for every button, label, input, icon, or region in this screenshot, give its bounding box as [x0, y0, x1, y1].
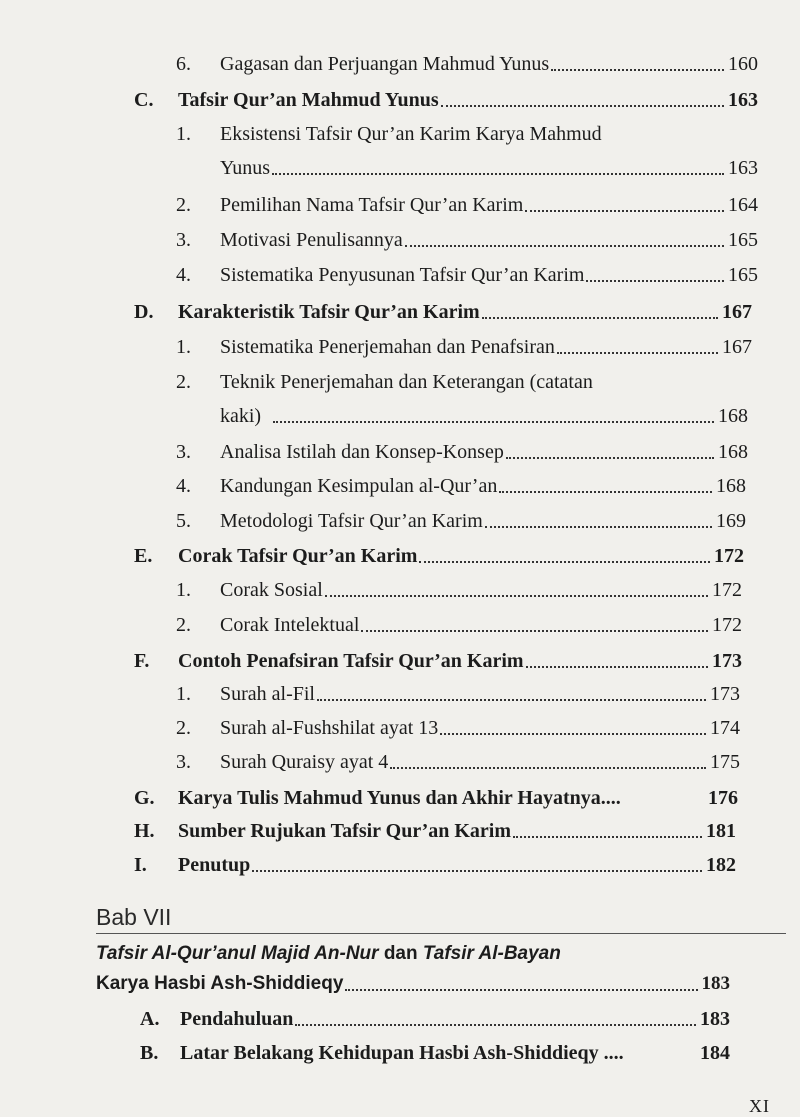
- chapter-title-author: Karya Hasbi Ash-Shiddieqy: [96, 973, 344, 994]
- chapter-label: Bab VII: [96, 904, 172, 930]
- entry-title: Metodologi Tafsir Qur’an Karim: [220, 510, 483, 532]
- section-page: 172: [714, 545, 744, 567]
- chapter-page: 183: [701, 973, 730, 994]
- leader-dots: [419, 561, 710, 563]
- entry-number: 4.: [176, 264, 191, 286]
- section-letter: G.: [134, 787, 155, 809]
- toc-entry-line2: [220, 404, 748, 428]
- entry-title: Pemilihan Nama Tafsir Qur’an Karim: [220, 194, 524, 216]
- entry-title: Sistematika Penyusunan Tafsir Qur’an Karim: [220, 264, 585, 286]
- entry-title: Sistematika Penerjemahan dan Penafsiran: [220, 336, 555, 358]
- leader-dots: [325, 595, 708, 597]
- leader-dots: [345, 989, 697, 991]
- entry-title: Kandungan Kesimpulan al-Qur’an: [220, 475, 498, 497]
- toc-entry: [176, 193, 758, 217]
- toc-entry-line1: [176, 370, 593, 394]
- entry-page: 164: [728, 194, 758, 216]
- leader-dots: [506, 457, 714, 459]
- entry-number: 3.: [176, 229, 191, 251]
- section-page: 181: [706, 820, 736, 842]
- leader-dots: [441, 105, 724, 107]
- entry-page: 169: [716, 510, 746, 532]
- entry-page: 172: [712, 614, 742, 636]
- leader-dots: [361, 630, 708, 632]
- section-title: Tafsir Qur’an Mahmud Yunus: [178, 89, 439, 111]
- entry-number: 1.: [176, 683, 191, 705]
- toc-section: [134, 786, 738, 810]
- entry-title: Gagasan dan Perjuangan Mahmud Yunus: [220, 53, 550, 75]
- leader-dots: [317, 699, 706, 701]
- toc-entry: [176, 578, 742, 602]
- toc-section: [134, 544, 744, 568]
- leader-dots: [440, 733, 706, 735]
- leader-dots: [272, 173, 724, 175]
- leader-dots: [586, 280, 724, 282]
- toc-entry: [176, 263, 758, 287]
- entry-number: 4.: [176, 475, 191, 497]
- section-letter: I.: [134, 854, 147, 876]
- section-page: 182: [706, 854, 736, 876]
- entry-title: Surah al-Fushshilat ayat 13: [220, 717, 439, 739]
- entry-title: Corak Intelektual: [220, 614, 360, 636]
- toc-entry: [176, 228, 758, 252]
- toc-entry: [176, 440, 748, 464]
- chapter-title-line2: [96, 972, 730, 996]
- leader-dots: [513, 836, 702, 838]
- entry-title: Corak Sosial: [220, 579, 323, 601]
- leader-dots: [252, 870, 702, 872]
- entry-title: Teknik Penerjemahan dan Keterangan (catatan: [220, 371, 593, 393]
- toc-entry: [176, 52, 758, 76]
- entry-number: 3.: [176, 751, 191, 773]
- chapter-divider: [96, 933, 786, 934]
- leader-dots: [551, 69, 724, 71]
- section-title: Latar Belakang Kehidupan Hasbi Ash-Shiddieqy ....: [180, 1042, 624, 1064]
- entry-number: 1.: [176, 336, 191, 358]
- entry-page: 175: [710, 751, 740, 773]
- section-title: Karakteristik Tafsir Qur’an Karim: [178, 301, 480, 323]
- toc-entry: [176, 682, 740, 706]
- section-letter: H.: [134, 820, 155, 842]
- toc-entry: [176, 716, 740, 740]
- entry-title: Eksistensi Tafsir Qur’an Karim Karya Mahmud: [220, 123, 602, 145]
- chapter-title-line1: [96, 942, 561, 966]
- toc-section: [140, 1007, 730, 1031]
- toc-entry: [176, 509, 746, 533]
- section-page: 176: [708, 787, 738, 809]
- toc-entry: [176, 750, 740, 774]
- entry-page: 168: [718, 405, 748, 427]
- toc-entry: [176, 335, 752, 359]
- entry-page: 173: [710, 683, 740, 705]
- entry-title: Surah Quraisy ayat 4: [220, 751, 389, 773]
- entry-page: 168: [718, 441, 748, 463]
- toc-section: [134, 853, 736, 877]
- entry-number: 2.: [176, 371, 191, 393]
- book-title-2: Tafsir Al-Bayan: [422, 943, 561, 964]
- leader-dots: [482, 317, 718, 319]
- entry-page: 163: [728, 157, 758, 179]
- section-title: Pendahuluan: [180, 1008, 294, 1030]
- leader-dots: [273, 421, 714, 423]
- leader-dots: [390, 767, 706, 769]
- entry-page: 167: [722, 336, 752, 358]
- toc-entry: [176, 474, 746, 498]
- entry-title: Analisa Istilah dan Konsep-Konsep: [220, 441, 504, 463]
- section-title: Sumber Rujukan Tafsir Qur’an Karim: [178, 820, 512, 842]
- section-title: Penutup: [178, 854, 251, 876]
- toc-section: [134, 88, 758, 112]
- section-letter: D.: [134, 301, 154, 323]
- entry-page: 165: [728, 264, 758, 286]
- entry-number: 1.: [176, 579, 191, 601]
- entry-number: 2.: [176, 717, 191, 739]
- toc-entry-line1: [176, 122, 602, 146]
- toc-section: [140, 1041, 730, 1065]
- section-letter: E.: [134, 545, 153, 567]
- section-page: 167: [722, 301, 752, 323]
- entry-number: 1.: [176, 123, 191, 145]
- leader-dots: [295, 1024, 696, 1026]
- leader-dots: [526, 666, 708, 668]
- entry-title-continued: Yunus: [220, 157, 271, 179]
- entry-page: 174: [710, 717, 740, 739]
- section-page: 173: [712, 650, 742, 672]
- toc-entry: [176, 613, 742, 637]
- section-letter: A.: [140, 1008, 160, 1030]
- toc-section: [134, 300, 752, 324]
- entry-page: 172: [712, 579, 742, 601]
- entry-number: 3.: [176, 441, 191, 463]
- leader-dots: [405, 245, 724, 247]
- leader-dots: [485, 526, 712, 528]
- entry-number: 5.: [176, 510, 191, 532]
- entry-title: Motivasi Penulisannya: [220, 229, 403, 251]
- title-conjunction: dan: [378, 943, 423, 964]
- section-letter: C.: [134, 89, 154, 111]
- entry-title-continued: kaki): [220, 405, 262, 427]
- section-page: 183: [700, 1008, 730, 1030]
- section-letter: F.: [134, 650, 150, 672]
- section-title: Corak Tafsir Qur’an Karim: [178, 545, 418, 567]
- entry-page: 165: [728, 229, 758, 251]
- section-letter: B.: [140, 1042, 159, 1064]
- toc-section: [134, 819, 736, 843]
- entry-number: 2.: [176, 194, 191, 216]
- toc-entry-line2: [220, 156, 758, 180]
- page-number: XI: [749, 1096, 770, 1116]
- toc-section: [134, 649, 742, 673]
- leader-dots: [499, 491, 712, 493]
- section-page: 163: [728, 89, 758, 111]
- section-title: Contoh Penafsiran Tafsir Qur’an Karim: [178, 650, 524, 672]
- leader-dots: [557, 352, 718, 354]
- book-title-1: Tafsir Al-Qur’anul Majid An-Nur: [96, 943, 379, 964]
- section-title: Karya Tulis Mahmud Yunus dan Akhir Hayatnya....: [178, 787, 621, 809]
- entry-number: 2.: [176, 614, 191, 636]
- entry-page: 168: [716, 475, 746, 497]
- section-page: 184: [700, 1042, 730, 1064]
- entry-title: Surah al-Fil: [220, 683, 315, 705]
- entry-number: 6.: [176, 53, 191, 75]
- entry-page: 160: [728, 53, 758, 75]
- leader-dots: [525, 210, 724, 212]
